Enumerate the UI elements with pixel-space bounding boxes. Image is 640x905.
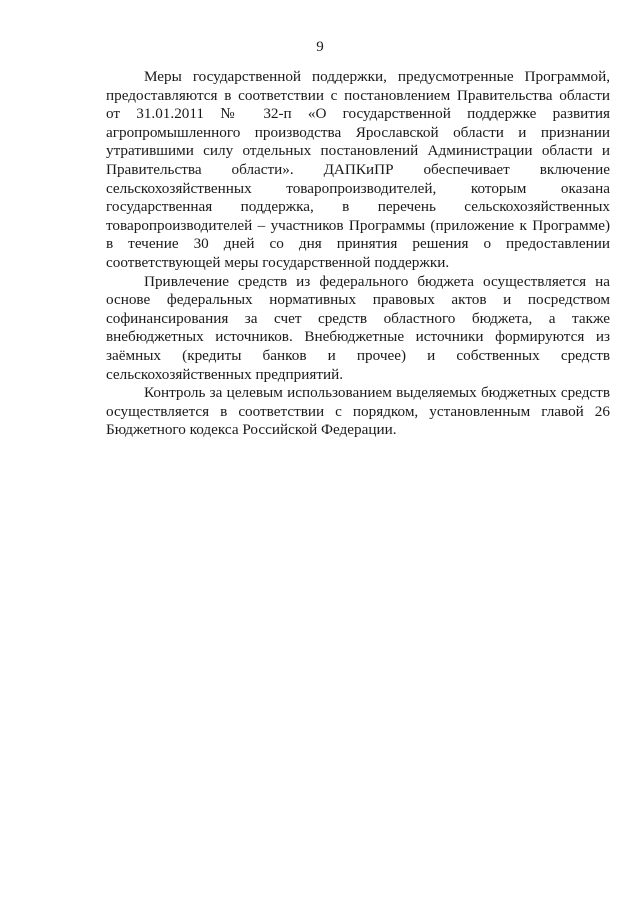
page-number: 9 <box>316 39 324 55</box>
paragraph-budget-control: Контроль за целевым использованием выделяемых бюджетных средств осуществляется в соответствии с порядком, установленным главой 26 Бюджетного кодекса Российской Федерации. <box>106 384 610 439</box>
paragraph-state-support-measures: Меры государственной поддержки, предусмотренные Программой, предоставляются в соответствии с постановлением Правительства области от 31.01.2011 № 32-п «О государственной поддержке развития агропромышленного производства Ярославской области и признании утратившими силу отдельных постановлений Администрации области и Правительства области». ДАПКиПР обеспечивает включение сельскохозяйственных товаропроизводителей, которым оказана государственная поддержка, в перечень сельскохозяйственных товаропроизводителей – участников Программы (приложение к Программе) в течение 30 дней со дня принятия решения о предоставлении соответствующей меры государственной поддержки. <box>106 68 610 271</box>
document-body <box>106 68 610 440</box>
paragraph-federal-funding: Привлечение средств из федерального бюджета осуществляется на основе федеральных нормативных правовых актов и посредством софинансирования за счет средств областного бюджета, а также внебюджетных источников. Внебюджетные источники формируются из заёмных (кредиты банков и прочее) и собственных средств сельскохозяйственных предприятий. <box>106 272 610 383</box>
